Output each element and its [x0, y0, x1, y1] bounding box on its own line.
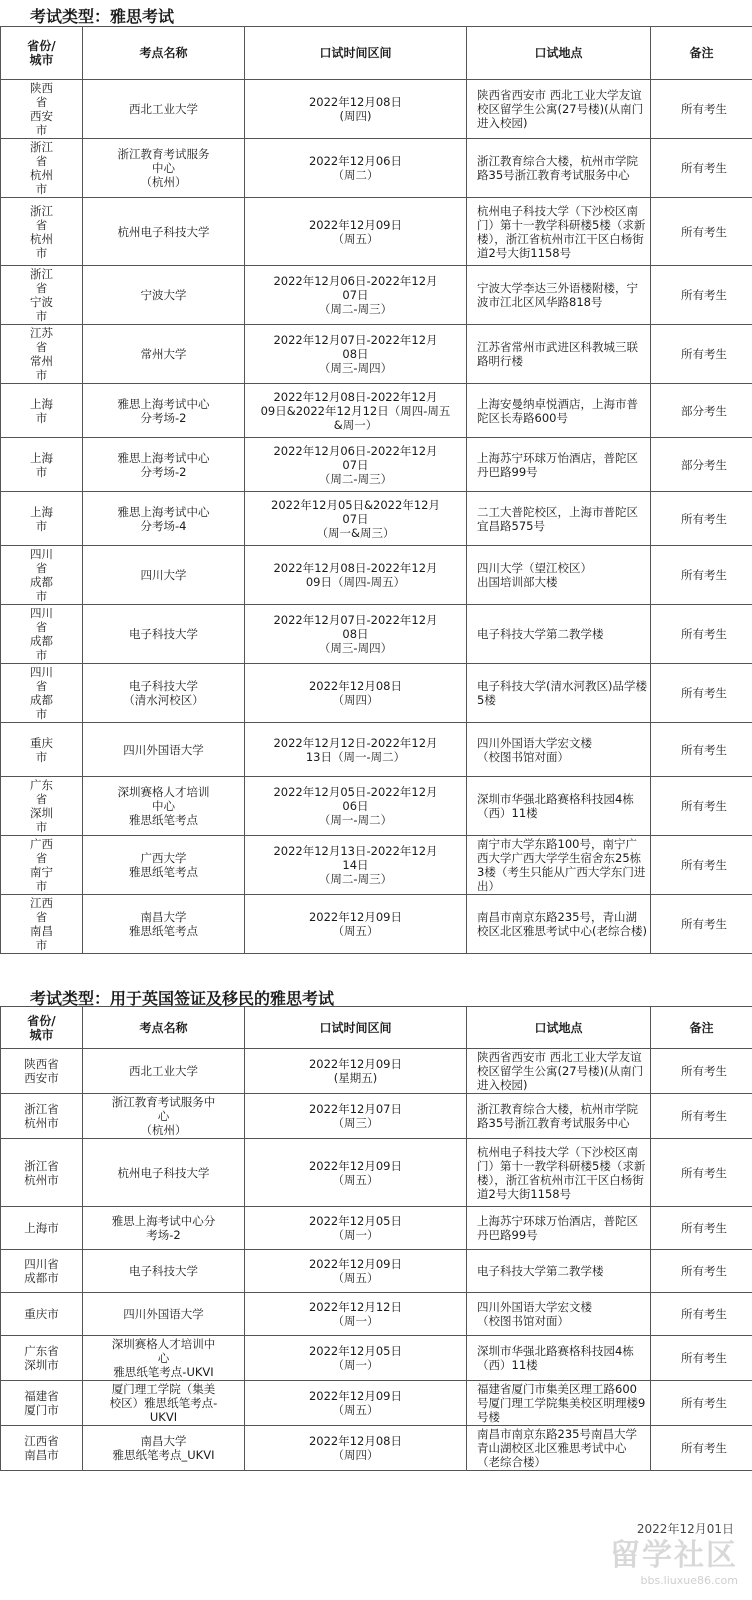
cell-note: 所有考生	[651, 1426, 752, 1471]
cell-province-city: 重庆市	[1, 1293, 83, 1336]
cell-oral-time: 2022年12月07日-2022年12月 08日 （周三-周四）	[245, 605, 467, 664]
cell-province-city: 浙江省 杭州市	[1, 1094, 83, 1139]
cell-oral-location: 浙江教育综合大楼，杭州市学院路35号浙江教育考试服务中心	[467, 1094, 651, 1139]
cell-note: 所有考生	[651, 492, 752, 546]
cell-oral-time: 2022年12月05日&2022年12月 07日 （周一&周三）	[245, 492, 467, 546]
cell-oral-time: 2022年12月05日 （周一）	[245, 1207, 467, 1250]
cell-venue: 雅思上海考试中心 分考场-2	[83, 384, 245, 438]
cell-note: 所有考生	[651, 139, 752, 198]
cell-note: 所有考生	[651, 605, 752, 664]
cell-province-city: 浙江省 杭州市	[1, 1139, 83, 1207]
table-row	[1, 384, 752, 438]
cell-note: 所有考生	[651, 723, 752, 777]
cell-oral-location: 陕西省西安市 西北工业大学友谊校区留学生公寓(27号楼)(从南门进入校园)	[467, 1049, 651, 1094]
table-row	[1, 1336, 752, 1381]
table-row	[1, 1426, 752, 1471]
cell-note: 所有考生	[651, 1336, 752, 1381]
cell-oral-location: 四川外国语大学宏文楼 （校图书馆对面）	[467, 723, 651, 777]
cell-venue: 浙江教育考试服务中 心 （杭州）	[83, 1094, 245, 1139]
table-row	[1, 1250, 752, 1293]
cell-note: 所有考生	[651, 1207, 752, 1250]
cell-oral-time: 2022年12月08日-2022年12月 09日（周四-周五）	[245, 546, 467, 605]
cell-oral-location: 电子科技大学第二教学楼	[467, 1250, 651, 1293]
cell-province-city: 上海市	[1, 1207, 83, 1250]
cell-oral-time: 2022年12月06日-2022年12月 07日 （周二-周三）	[245, 438, 467, 492]
cell-oral-time: 2022年12月05日-2022年12月 06日 （周一-周二）	[245, 777, 467, 836]
cell-province-city: 江西 省 南昌 市	[1, 895, 83, 954]
cell-oral-time: 2022年12月08日 (周四)	[245, 80, 467, 139]
table-row	[1, 325, 752, 384]
cell-oral-location: 陕西省西安市 西北工业大学友谊校区留学生公寓(27号楼)(从南门进入校园)	[467, 80, 651, 139]
cell-note: 所有考生	[651, 266, 752, 325]
cell-venue: 深圳赛格人才培训中 心 雅思纸笔考点-UKVI	[83, 1336, 245, 1381]
column-header: 省份/ 城市	[1, 27, 83, 80]
cell-province-city: 浙江 省 杭州 市	[1, 198, 83, 266]
cell-venue: 广西大学 雅思纸笔考点	[83, 836, 245, 895]
cell-note: 部分考生	[651, 438, 752, 492]
cell-oral-location: 杭州电子科技大学（下沙校区南门）第十一教学科研楼5楼（求新楼），浙江省杭州市江干区白杨街道2号大街1158号	[467, 1139, 651, 1207]
ielts-schedule-table	[0, 26, 752, 954]
cell-province-city: 四川省 成都市	[1, 1250, 83, 1293]
cell-province-city: 福建省 厦门市	[1, 1381, 83, 1426]
cell-venue: 雅思上海考试中心分 考场-2	[83, 1207, 245, 1250]
cell-note: 所有考生	[651, 546, 752, 605]
cell-venue: 四川外国语大学	[83, 723, 245, 777]
cell-oral-location: 上海苏宁环球万怡酒店，普陀区丹巴路99号	[467, 1207, 651, 1250]
cell-oral-time: 2022年12月05日 （周一）	[245, 1336, 467, 1381]
cell-note: 所有考生	[651, 777, 752, 836]
cell-oral-time: 2022年12月06日 （周二）	[245, 139, 467, 198]
cell-province-city: 陕西省 西安市	[1, 1049, 83, 1094]
column-header: 口试地点	[467, 27, 651, 80]
cell-note: 所有考生	[651, 198, 752, 266]
ukvi-schedule-table	[0, 1006, 752, 1471]
cell-oral-location: 二工大普陀校区，上海市普陀区宜昌路575号	[467, 492, 651, 546]
table-row	[1, 80, 752, 139]
cell-oral-time: 2022年12月09日 （周五）	[245, 198, 467, 266]
table-row	[1, 1381, 752, 1426]
cell-note: 所有考生	[651, 1293, 752, 1336]
cell-oral-time: 2022年12月09日 (星期五)	[245, 1049, 467, 1094]
cell-oral-location: 杭州电子科技大学（下沙校区南门）第十一教学科研楼5楼（求新楼），浙江省杭州市江干区白杨街道2号大街1158号	[467, 198, 651, 266]
cell-oral-time: 2022年12月09日 （周五）	[245, 895, 467, 954]
table-row	[1, 664, 752, 723]
cell-venue: 电子科技大学 （清水河校区）	[83, 664, 245, 723]
cell-oral-time: 2022年12月06日-2022年12月 07日 （周二-周三）	[245, 266, 467, 325]
column-header: 口试时间区间	[245, 27, 467, 80]
cell-province-city: 广西 省 南宁 市	[1, 836, 83, 895]
table-row	[1, 1094, 752, 1139]
cell-province-city: 上海 市	[1, 384, 83, 438]
cell-venue: 深圳赛格人才培训 中心 雅思纸笔考点	[83, 777, 245, 836]
cell-venue: 西北工业大学	[83, 80, 245, 139]
cell-oral-location: 浙江教育综合大楼，杭州市学院路35号浙江教育考试服务中心	[467, 139, 651, 198]
cell-venue: 杭州电子科技大学	[83, 198, 245, 266]
cell-oral-time: 2022年12月08日 （周四）	[245, 1426, 467, 1471]
cell-oral-time: 2022年12月09日 （周五）	[245, 1250, 467, 1293]
cell-venue: 厦门理工学院（集美 校区）雅思纸笔考点- UKVI	[83, 1381, 245, 1426]
cell-note: 所有考生	[651, 1049, 752, 1094]
cell-note: 部分考生	[651, 384, 752, 438]
cell-oral-time: 2022年12月08日-2022年12月 09日&2022年12月12日（周四-周五 &周一）	[245, 384, 467, 438]
column-header: 省份/ 城市	[1, 1007, 83, 1049]
cell-venue: 宁波大学	[83, 266, 245, 325]
cell-province-city: 广东 省 深圳 市	[1, 777, 83, 836]
cell-oral-location: 南宁市大学东路100号，南宁广西大学广西大学学生宿舍东25栋3楼（考生只能从广西大学东门进出）	[467, 836, 651, 895]
cell-oral-time: 2022年12月08日 （周四）	[245, 664, 467, 723]
column-header: 备注	[651, 1007, 752, 1049]
cell-province-city: 四川 省 成都 市	[1, 546, 83, 605]
cell-province-city: 江苏 省 常州 市	[1, 325, 83, 384]
table-row	[1, 492, 752, 546]
table-row	[1, 1139, 752, 1207]
cell-oral-location: 福建省厦门市集美区理工路600号厦门理工学院集美校区明理楼9号楼	[467, 1381, 651, 1426]
cell-note: 所有考生	[651, 836, 752, 895]
cell-province-city: 重庆 市	[1, 723, 83, 777]
cell-oral-time: 2022年12月07日-2022年12月 08日 （周三-周四）	[245, 325, 467, 384]
table-header	[1, 1007, 752, 1049]
table-row	[1, 546, 752, 605]
cell-oral-location: 宁波大学李达三外语楼附楼，宁波市江北区风华路818号	[467, 266, 651, 325]
cell-oral-location: 四川外国语大学宏文楼 （校图书馆对面）	[467, 1293, 651, 1336]
cell-oral-location: 电子科技大学(清水河教区)品学楼5楼	[467, 664, 651, 723]
cell-province-city: 陕西 省 西安 市	[1, 80, 83, 139]
cell-venue: 西北工业大学	[83, 1049, 245, 1094]
cell-province-city: 浙江 省 杭州 市	[1, 139, 83, 198]
cell-venue: 常州大学	[83, 325, 245, 384]
cell-oral-location: 南昌市南京东路235号，青山湖校区北区雅思考试中心(老综合楼)	[467, 895, 651, 954]
table-row	[1, 895, 752, 954]
column-header: 备注	[651, 27, 752, 80]
cell-province-city: 浙江 省 宁波 市	[1, 266, 83, 325]
table-row	[1, 266, 752, 325]
cell-oral-time: 2022年12月12日-2022年12月 13日（周一-周二）	[245, 723, 467, 777]
column-header: 口试时间区间	[245, 1007, 467, 1049]
footer-date: 2022年12月01日	[636, 1522, 734, 1536]
section-title-ielts: 考试类型：雅思考试	[30, 7, 175, 26]
cell-oral-time: 2022年12月09日 （周五）	[245, 1139, 467, 1207]
cell-note: 所有考生	[651, 664, 752, 723]
watermark-url: bbs.liuxue86.com	[640, 1574, 738, 1587]
cell-oral-location: 南昌市南京东路235号南昌大学青山湖校区北区雅思考试中心（老综合楼）	[467, 1426, 651, 1471]
cell-note: 所有考生	[651, 1094, 752, 1139]
table-header	[1, 27, 752, 80]
cell-venue: 电子科技大学	[83, 1250, 245, 1293]
cell-province-city: 四川 省 成都 市	[1, 605, 83, 664]
cell-province-city: 广东省 深圳市	[1, 1336, 83, 1381]
cell-oral-location: 电子科技大学第二教学楼	[467, 605, 651, 664]
cell-venue: 雅思上海考试中心 分考场-2	[83, 438, 245, 492]
section-title-ukvi: 考试类型：用于英国签证及移民的雅思考试	[30, 989, 335, 1008]
table-row	[1, 1207, 752, 1250]
cell-oral-time: 2022年12月07日 （周三）	[245, 1094, 467, 1139]
watermark-text: 留学社区	[610, 1538, 738, 1573]
column-header: 考点名称	[83, 27, 245, 80]
table-row	[1, 139, 752, 198]
cell-oral-time: 2022年12月09日 （周五）	[245, 1381, 467, 1426]
cell-venue: 南昌大学 雅思纸笔考点	[83, 895, 245, 954]
cell-note: 所有考生	[651, 895, 752, 954]
cell-oral-time: 2022年12月13日-2022年12月 14日 （周二-周三）	[245, 836, 467, 895]
cell-venue: 杭州电子科技大学	[83, 1139, 245, 1207]
table-row	[1, 836, 752, 895]
cell-venue: 四川大学	[83, 546, 245, 605]
column-header: 考点名称	[83, 1007, 245, 1049]
cell-oral-location: 江苏省常州市武进区科教城三联路明行楼	[467, 325, 651, 384]
cell-note: 所有考生	[651, 1381, 752, 1426]
cell-venue: 四川外国语大学	[83, 1293, 245, 1336]
cell-oral-time: 2022年12月12日 （周一）	[245, 1293, 467, 1336]
table-row	[1, 438, 752, 492]
table-row	[1, 1293, 752, 1336]
cell-province-city: 上海 市	[1, 438, 83, 492]
table-row	[1, 723, 752, 777]
table-row	[1, 777, 752, 836]
table-row	[1, 605, 752, 664]
cell-note: 所有考生	[651, 80, 752, 139]
cell-venue: 雅思上海考试中心 分考场-4	[83, 492, 245, 546]
cell-province-city: 江西省 南昌市	[1, 1426, 83, 1471]
cell-note: 所有考生	[651, 325, 752, 384]
table-row	[1, 198, 752, 266]
cell-province-city: 上海 市	[1, 492, 83, 546]
table-row	[1, 1049, 752, 1094]
column-header: 口试地点	[467, 1007, 651, 1049]
cell-oral-location: 深圳市华强北路赛格科技园4栋（西）11楼	[467, 1336, 651, 1381]
cell-province-city: 四川 省 成都 市	[1, 664, 83, 723]
cell-oral-location: 上海苏宁环球万怡酒店，普陀区丹巴路99号	[467, 438, 651, 492]
cell-venue: 浙江教育考试服务 中心 （杭州）	[83, 139, 245, 198]
cell-note: 所有考生	[651, 1250, 752, 1293]
cell-venue: 电子科技大学	[83, 605, 245, 664]
cell-note: 所有考生	[651, 1139, 752, 1207]
cell-oral-location: 上海安曼纳卓悦酒店，上海市普陀区长寿路600号	[467, 384, 651, 438]
cell-venue: 南昌大学 雅思纸笔考点_UKVI	[83, 1426, 245, 1471]
cell-oral-location: 四川大学（望江校区） 出国培训部大楼	[467, 546, 651, 605]
cell-oral-location: 深圳市华强北路赛格科技园4栋（西）11楼	[467, 777, 651, 836]
watermark-logo	[610, 1530, 738, 1587]
